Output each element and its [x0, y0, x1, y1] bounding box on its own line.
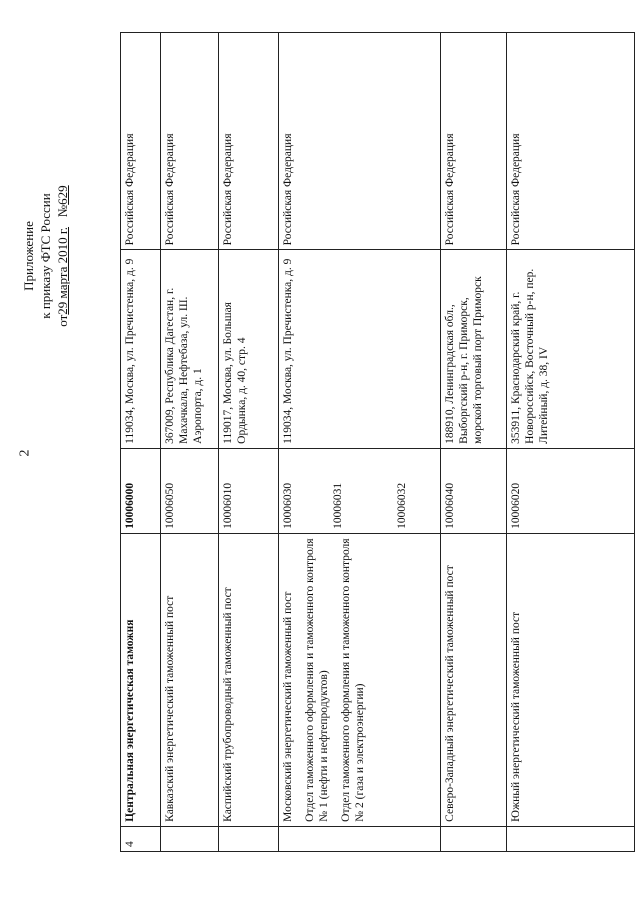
sub-item-code: 10006032 [396, 482, 408, 529]
sub-item-code: 10006031 [332, 482, 344, 529]
cell-code: 10006020 [507, 448, 635, 533]
cell-address: 367009, Республика Дагестан, г. Махачкала, Нефтебаза, ул. Ш. Аэропорта, д. 1 [161, 250, 219, 448]
cell-num [507, 826, 635, 851]
cell-name: Центральная энергетическая таможня [121, 533, 161, 826]
cell-address: 353911, Краснодарский край, г. Новороссийск, Восточный р-н, пер. Литейный, д. 38, IV [507, 250, 635, 448]
customs-table [120, 32, 635, 852]
table-row-header [121, 33, 161, 852]
cell-address: 119034, Москва, ул. Пречистенка, д. 9 [279, 250, 441, 448]
cell-name [279, 533, 441, 826]
table-row [279, 33, 441, 852]
appendix-line1: Приложение [21, 221, 36, 291]
cell-name: Кавказский энергетический таможенный пост [161, 533, 219, 826]
number-prefix: № [55, 204, 70, 218]
row-name: Московский энергетический таможенный пост [282, 591, 294, 822]
page-number: 2 [17, 449, 33, 457]
cell-code: 10006000 [121, 448, 161, 533]
sub-item-name: Отдел таможенного оформления и таможенного контроля № 2 (газа и электроэнергии) [340, 538, 366, 822]
cell-address: 119034, Москва, ул. Пречистенка, д. 9 [121, 250, 161, 448]
cell-code: 10006040 [441, 448, 507, 533]
cell-address: 188910, Ленинградская обл., Выборгский р-н, г. Приморск, морской торговый порт Приморск [441, 250, 507, 448]
cell-country: Российская Федерация [121, 33, 161, 250]
table-row [507, 33, 635, 852]
cell-name: Каспийский трубопроводный таможенный пост [219, 533, 279, 826]
cell-country: Российская Федерация [507, 33, 635, 250]
cell-code [279, 448, 441, 533]
table-row [441, 33, 507, 852]
order-number: 629 [55, 185, 70, 205]
cell-address: 119017, Москва, ул. Большая Ордынка, д. 40, стр. 4 [219, 250, 279, 448]
appendix-line2: к приказу ФТС России [38, 193, 53, 319]
cell-code: 10006050 [161, 448, 219, 533]
cell-country: Российская Федерация [279, 33, 441, 250]
order-date: 29 марта 2010 г. [55, 226, 70, 315]
row-code: 10006030 [282, 482, 294, 529]
cell-name: Южный энергетический таможенный пост [507, 533, 635, 826]
cell-num [279, 826, 441, 851]
table-row [219, 33, 279, 852]
cell-country: Российская Федерация [441, 33, 507, 250]
cell-num [219, 826, 279, 851]
date-prefix: от [55, 314, 70, 327]
cell-code: 10006010 [219, 448, 279, 533]
appendix-line3 [54, 136, 71, 376]
cell-num: 4 [121, 826, 161, 851]
table-row [161, 33, 219, 852]
cell-country: Российская Федерация [219, 33, 279, 250]
cell-name: Северо-Западный энергетический таможенный пост [441, 533, 507, 826]
cell-country: Российская Федерация [161, 33, 219, 250]
rotated-table-container [120, 32, 634, 852]
sub-item-name: Отдел таможенного оформления и таможенного контроля № 1 (нефти и нефтепродуктов) [304, 538, 330, 822]
cell-num [161, 826, 219, 851]
cell-num [441, 826, 507, 851]
appendix-header [20, 136, 92, 376]
